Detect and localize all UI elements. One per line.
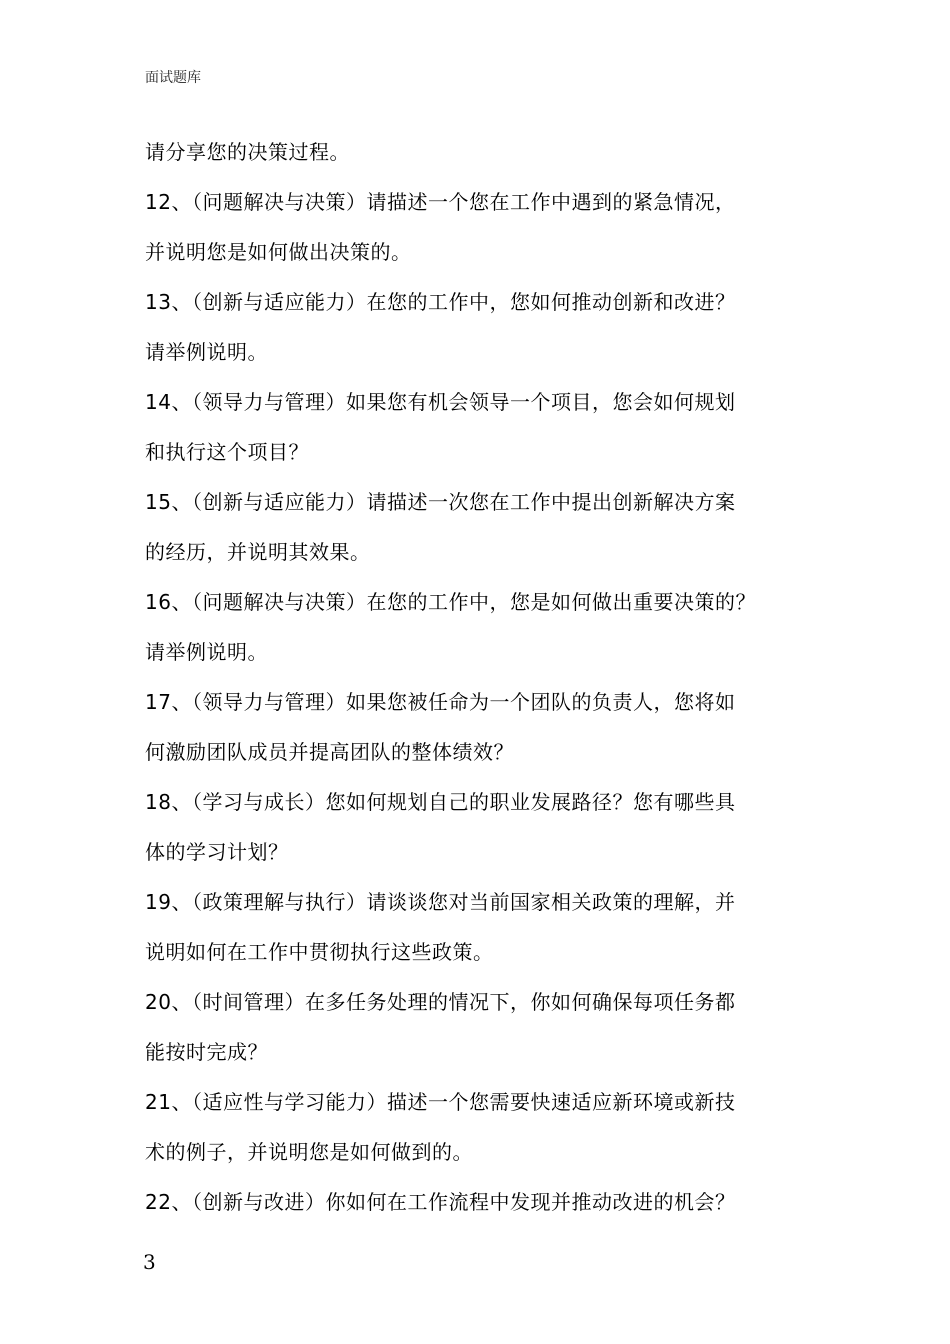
question-20-line-2: 能按时完成？ xyxy=(145,1040,268,1064)
text-line: 请分享您的决策过程。 xyxy=(145,140,350,164)
question-14-line-1: 14、（领导力与管理）如果您有机会领导一个项目，您会如何规划 xyxy=(145,390,736,414)
question-21-line-1: 21、（适应性与学习能力）描述一个您需要快速适应新环境或新技 xyxy=(145,1090,736,1114)
question-18-line-2: 体的学习计划？ xyxy=(145,840,289,864)
document-body xyxy=(145,132,815,1232)
question-13-line-2: 请举例说明。 xyxy=(145,340,268,364)
question-22-line-1: 22、（创新与改进）你如何在工作流程中发现并推动改进的机会？ xyxy=(145,1190,736,1214)
question-15-line-2: 的经历，并说明其效果。 xyxy=(145,540,371,564)
question-18-line-1: 18、（学习与成长）您如何规划自己的职业发展路径？您有哪些具 xyxy=(145,790,736,814)
question-12-line-1: 12、（问题解决与决策）请描述一个您在工作中遇到的紧急情况， xyxy=(145,190,736,214)
question-19-line-2: 说明如何在工作中贯彻执行这些政策。 xyxy=(145,940,494,964)
question-15-line-1: 15、（创新与适应能力）请描述一次您在工作中提出创新解决方案 xyxy=(145,490,736,514)
question-19-line-1: 19、（政策理解与执行）请谈谈您对当前国家相关政策的理解，并 xyxy=(145,890,736,914)
question-16-line-2: 请举例说明。 xyxy=(145,640,268,664)
question-12-line-2: 并说明您是如何做出决策的。 xyxy=(145,240,412,264)
question-17-line-1: 17、（领导力与管理）如果您被任命为一个团队的负责人，您将如 xyxy=(145,690,736,714)
question-13-line-1: 13、（创新与适应能力）在您的工作中，您如何推动创新和改进？ xyxy=(145,290,736,314)
question-14-line-2: 和执行这个项目？ xyxy=(145,440,309,464)
question-17-line-2: 何激励团队成员并提高团队的整体绩效？ xyxy=(145,740,514,764)
page-number: 3 xyxy=(143,1250,156,1274)
question-21-line-2: 术的例子，并说明您是如何做到的。 xyxy=(145,1140,473,1164)
question-20-line-1: 20、（时间管理）在多任务处理的情况下，你如何确保每项任务都 xyxy=(145,990,736,1014)
page-header: 面试题库 xyxy=(145,70,201,86)
question-16-line-1: 16、（问题解决与决策）在您的工作中，您是如何做出重要决策的？ xyxy=(145,590,756,614)
